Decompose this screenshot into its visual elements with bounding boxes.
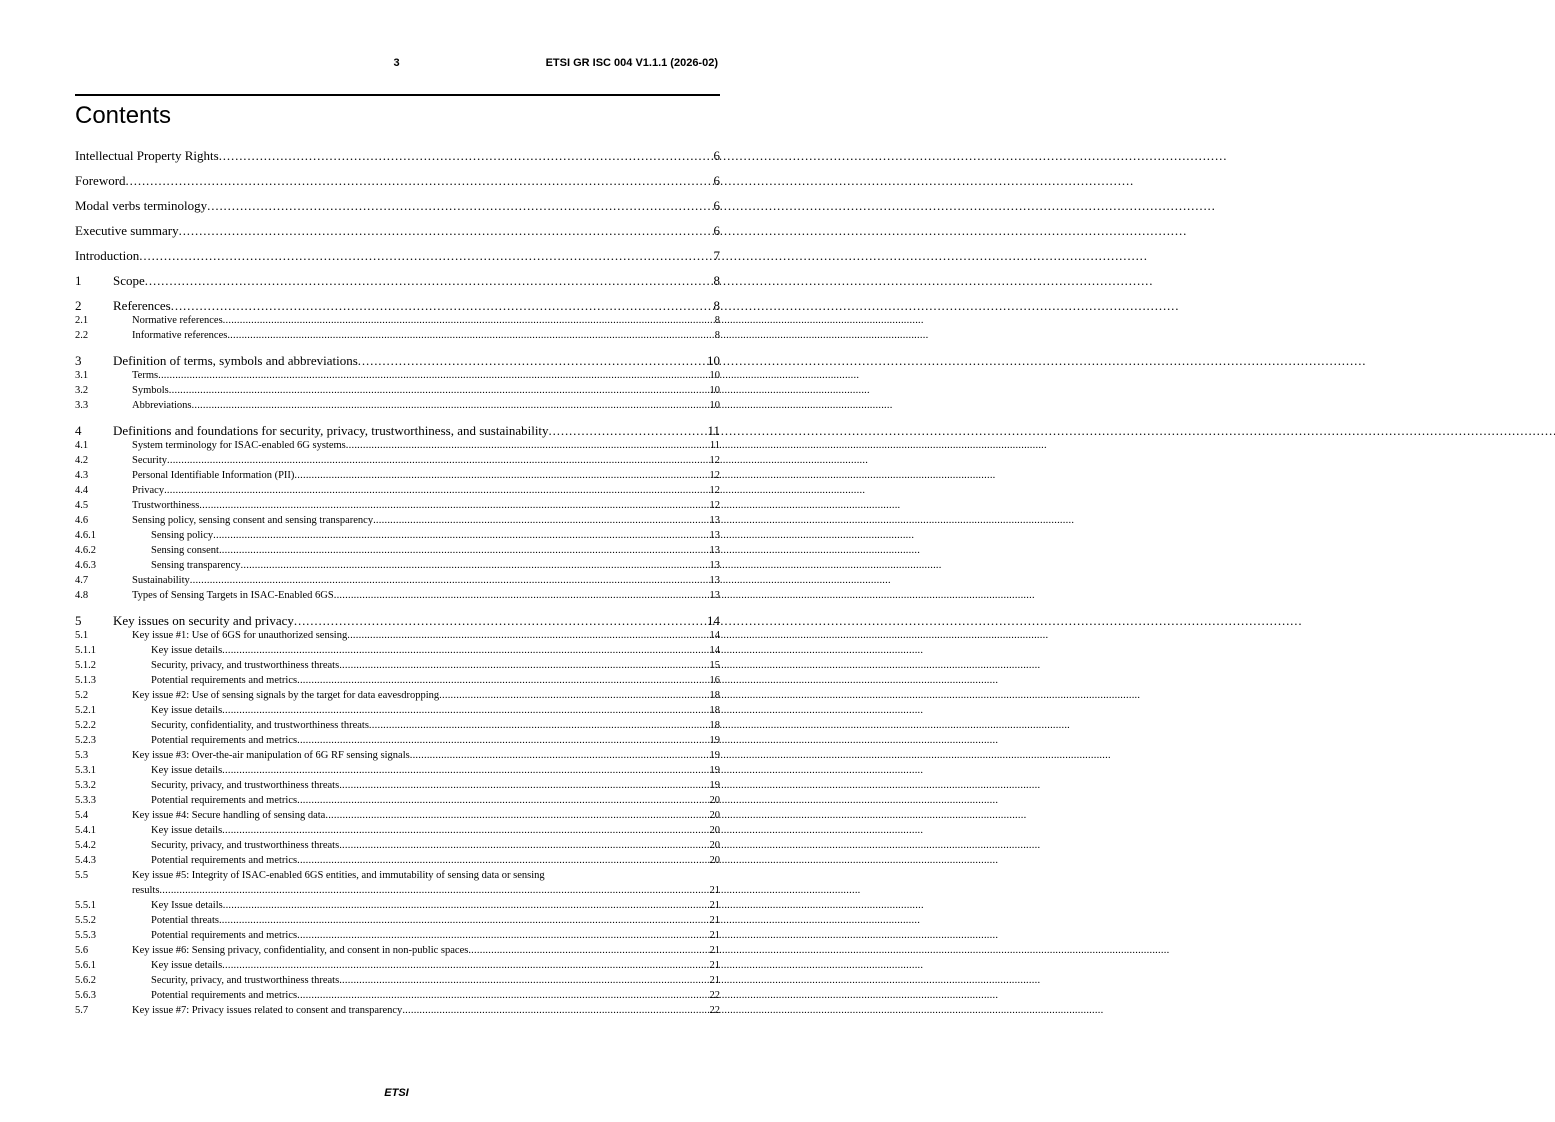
toc-entry[interactable]: [75, 763, 720, 778]
toc-entry-number: 4.6.1: [75, 530, 96, 541]
toc-entry-number: 4.2: [75, 455, 89, 466]
toc-entry[interactable]: [75, 573, 720, 588]
toc-entry-page: 10: [709, 385, 720, 396]
toc-entry-page: 20: [709, 795, 720, 806]
toc-entry-title: Key issue #5: Integrity of ISAC-enabled 6GS entities, and immutability of sensing data or sensing: [132, 870, 545, 881]
toc-entry-page: 21: [709, 975, 720, 986]
toc-entry[interactable]: [75, 973, 720, 988]
toc-entry-number: 4.6.2: [75, 545, 96, 556]
toc-leader-dots: [219, 148, 714, 163]
toc-entry-page: 20: [709, 810, 720, 821]
toc-entry-page: 13: [709, 515, 720, 526]
toc-entry-number: 5.4.2: [75, 840, 96, 851]
toc-entry-title: Types of Sensing Targets in ISAC-Enabled 6GS: [132, 590, 334, 601]
toc-entry-page: 14: [709, 630, 720, 641]
toc-entry-number: 4.6: [75, 515, 89, 526]
toc-entry[interactable]: [75, 223, 720, 238]
toc-leader-dots: [325, 808, 709, 823]
toc-entry-title: Key issues on security and privacy: [113, 613, 294, 628]
toc-entry-title-continued: results: [132, 885, 160, 896]
toc-entry-title: System terminology for ISAC-enabled 6G systems: [132, 440, 346, 451]
toc-entry[interactable]: [75, 273, 720, 288]
toc-entry-title: Sustainability: [132, 575, 190, 586]
toc-entry-page: 8: [713, 298, 720, 313]
toc-entry-number: 2.2: [75, 330, 89, 341]
toc-leader-dots: [171, 298, 714, 313]
toc-entry-number: 5.4.1: [75, 825, 96, 836]
toc-entry-title: Key issue #7: Privacy issues related to consent and transparency: [132, 1005, 403, 1016]
toc-entry-number: 5.6.3: [75, 990, 96, 1001]
toc-entry[interactable]: [75, 838, 720, 853]
toc-entry-page: 13: [709, 560, 720, 571]
toc-entry-page: 8: [714, 330, 720, 341]
toc-entry-page: 20: [709, 855, 720, 866]
toc-entry-page: 18: [709, 705, 720, 716]
toc-entry-number: 5: [75, 613, 82, 628]
toc-entry-number: 5.6.2: [75, 975, 96, 986]
toc-entry-title: Security: [132, 455, 167, 466]
toc-entry-page: 8: [713, 273, 720, 288]
toc-leader-dots: [164, 483, 709, 498]
toc-leader-dots: [294, 613, 707, 628]
toc-entry-title: Key issue details: [151, 645, 223, 656]
toc-entry-page: 14: [709, 645, 720, 656]
toc-entry-page: 21: [709, 900, 720, 911]
table-of-contents: [75, 148, 720, 1018]
toc-leader-dots: [339, 973, 709, 988]
toc-entry-number: 5.6.1: [75, 960, 96, 971]
toc-entry-title: Key Issue details: [151, 900, 223, 911]
toc-entry-title: Potential threats: [151, 915, 219, 926]
toc-entry[interactable]: [75, 1003, 720, 1018]
toc-entry-title: Terms: [132, 370, 159, 381]
toc-entry[interactable]: [75, 248, 720, 263]
toc-entry-title: Key issue details: [151, 825, 223, 836]
toc-entry-title: Security, privacy, and trustworthiness threats: [151, 660, 340, 671]
toc-entry-page: 10: [707, 353, 720, 368]
toc-entry-number: 4.6.3: [75, 560, 96, 571]
toc-entry-page: 11: [709, 440, 720, 451]
toc-entry-number: 5.4: [75, 810, 89, 821]
toc-leader-dots: [169, 383, 710, 398]
contents-title: Contents: [75, 102, 172, 129]
toc-leader-dots: [222, 763, 709, 778]
toc-entry-page: 21: [709, 915, 720, 926]
toc-entry[interactable]: [75, 943, 720, 958]
toc-entry-title: Security, privacy, and trustworthiness threats: [151, 975, 340, 986]
toc-entry[interactable]: [75, 703, 720, 718]
toc-leader-dots: [222, 703, 709, 718]
toc-entry-page: 12: [709, 455, 720, 466]
toc-entry-number: 5.2: [75, 690, 89, 701]
toc-leader-dots: [145, 273, 714, 288]
toc-entry-title: Sensing consent: [151, 545, 219, 556]
toc-leader-dots: [402, 1003, 709, 1018]
toc-leader-dots: [297, 733, 709, 748]
toc-entry-title: Key issue details: [151, 765, 223, 776]
toc-entry-number: 5.1: [75, 630, 89, 641]
toc-entry-number: 3: [75, 353, 82, 368]
toc-entry-page: 14: [707, 613, 720, 628]
toc-entry-page: 18: [709, 690, 720, 701]
toc-entry-number: 5.1.2: [75, 660, 96, 671]
toc-entry[interactable]: [75, 483, 720, 498]
toc-entry-number: 4.5: [75, 500, 89, 511]
toc-entry-page: 6: [713, 148, 720, 163]
toc-entry[interactable]: [75, 628, 720, 643]
toc-entry-page: 6: [713, 173, 720, 188]
toc-entry-title: Modal verbs terminology: [75, 198, 208, 213]
toc-entry[interactable]: [75, 988, 720, 1003]
toc-entry-number: 5.5.2: [75, 915, 96, 926]
toc-entry-title: Security, confidentiality, and trustworthiness threats: [151, 720, 369, 731]
toc-entry-page: 6: [713, 198, 720, 213]
toc-leader-dots: [207, 198, 713, 213]
toc-entry-page: 13: [709, 545, 720, 556]
toc-entry-number: 4.7: [75, 575, 89, 586]
toc-entry[interactable]: [75, 898, 720, 913]
toc-leader-dots: [346, 438, 710, 453]
toc-leader-dots: [159, 883, 709, 898]
toc-entry[interactable]: [75, 498, 720, 513]
toc-leader-dots: [167, 453, 710, 468]
footer-etsi: ETSI: [384, 1087, 409, 1099]
toc-entry-number: 3.3: [75, 400, 89, 411]
toc-entry-title: Sensing policy, sensing consent and sensing transparency: [132, 515, 374, 526]
toc-entry[interactable]: [75, 198, 720, 213]
toc-entry-page: 21: [709, 960, 720, 971]
toc-leader-dots: [297, 673, 709, 688]
toc-entry[interactable]: [75, 328, 720, 343]
toc-entry-title: Definitions and foundations for security, privacy, trustworthiness, and sustainability: [113, 423, 549, 438]
toc-entry-number: 5.2.3: [75, 735, 96, 746]
header-rule: [75, 94, 720, 96]
toc-entry[interactable]: [75, 958, 720, 973]
toc-leader-dots: [373, 513, 709, 528]
toc-entry-title: Privacy: [132, 485, 165, 496]
toc-entry-title: Normative references: [132, 315, 223, 326]
toc-entry-title: Key issue #2: Use of sensing signals by the target for data eavesdropping: [132, 690, 440, 701]
toc-leader-dots: [219, 543, 710, 558]
toc-entry-page: 22: [709, 990, 720, 1001]
toc-entry-title: Potential requirements and metrics: [151, 795, 298, 806]
page-number: 3: [393, 57, 400, 69]
toc-entry-title: Personal Identifiable Information (PII): [132, 470, 295, 481]
toc-entry-title: Informative references: [132, 330, 228, 341]
toc-entry-page: 12: [709, 470, 720, 481]
toc-entry-title: Security, privacy, and trustworthiness threats: [151, 840, 340, 851]
toc-entry[interactable]: [75, 613, 720, 628]
toc-entry-title: Security, privacy, and trustworthiness threats: [151, 780, 340, 791]
toc-leader-dots: [222, 823, 709, 838]
toc-entry-number: 4.8: [75, 590, 89, 601]
toc-entry[interactable]: [75, 853, 720, 868]
toc-entry-title: Abbreviations: [132, 400, 192, 411]
toc-entry[interactable]: [75, 453, 720, 468]
toc-entry[interactable]: [75, 793, 720, 808]
toc-entry[interactable]: [75, 718, 720, 733]
toc-leader-dots: [222, 643, 709, 658]
toc-entry[interactable]: [75, 423, 720, 438]
toc-entry-number: 5.5: [75, 870, 89, 881]
toc-leader-dots: [126, 173, 714, 188]
toc-entry-title: Potential requirements and metrics: [151, 990, 298, 1001]
toc-entry-number: 5.7: [75, 1005, 89, 1016]
toc-leader-dots: [339, 838, 709, 853]
toc-leader-dots: [199, 498, 709, 513]
toc-entry-number: 1: [75, 273, 82, 288]
toc-entry-page: 13: [709, 575, 720, 586]
toc-entry-page: 10: [709, 400, 720, 411]
toc-leader-dots: [347, 628, 709, 643]
toc-leader-dots: [223, 898, 710, 913]
toc-entry[interactable]: [75, 468, 720, 483]
toc-entry-number: 5.6: [75, 945, 89, 956]
toc-entry-title: Potential requirements and metrics: [151, 735, 298, 746]
toc-leader-dots: [358, 353, 707, 368]
toc-entry-title: Key issue details: [151, 705, 223, 716]
toc-entry-title: Foreword: [75, 173, 126, 188]
toc-entry-title: Sensing policy: [151, 530, 214, 541]
toc-entry-number: 5.2.2: [75, 720, 96, 731]
toc-entry-page: 12: [709, 500, 720, 511]
toc-leader-dots: [549, 423, 708, 438]
toc-entry[interactable]: [75, 658, 720, 673]
toc-entry-page: 21: [709, 930, 720, 941]
toc-entry-title: Key issue #3: Over-the-air manipulation of 6G RF sensing signals: [132, 750, 410, 761]
document-identifier: ETSI GR ISC 004 V1.1.1 (2026-02): [545, 57, 718, 69]
toc-entry-title: References: [113, 298, 171, 313]
toc-entry-number: 5.3.1: [75, 765, 96, 776]
toc-leader-dots: [190, 573, 710, 588]
toc-entry-title: Sensing transparency: [151, 560, 241, 571]
toc-leader-dots: [222, 958, 709, 973]
toc-leader-dots: [227, 328, 714, 343]
toc-entry-number: 3.2: [75, 385, 89, 396]
toc-entry-title: Executive summary: [75, 223, 179, 238]
toc-entry-page: 19: [709, 750, 720, 761]
toc-entry-number: 5.3: [75, 750, 89, 761]
toc-entry-number: 5.2.1: [75, 705, 96, 716]
toc-entry-title: Trustworthiness: [132, 500, 200, 511]
toc-entry-page: 16: [709, 675, 720, 686]
toc-entry-page: 8: [714, 315, 720, 326]
toc-entry[interactable]: [75, 398, 720, 413]
toc-entry-title: Potential requirements and metrics: [151, 930, 298, 941]
toc-entry-page: 21: [709, 945, 720, 956]
toc-leader-dots: [369, 718, 710, 733]
toc-entry[interactable]: [75, 928, 720, 943]
toc-entry[interactable]: [75, 778, 720, 793]
toc-entry-page: 6: [713, 223, 720, 238]
toc-entry-title: Intellectual Property Rights: [75, 148, 219, 163]
toc-entry-page: 12: [709, 485, 720, 496]
toc-entry-page: 20: [709, 840, 720, 851]
toc-entry[interactable]: [75, 528, 720, 543]
toc-leader-dots: [241, 558, 710, 573]
toc-entry-page: 13: [709, 590, 720, 601]
toc-entry[interactable]: [75, 438, 720, 453]
toc-entry-page: 10: [709, 370, 720, 381]
toc-entry-title: Key issue #1: Use of 6GS for unauthorized sensing: [132, 630, 348, 641]
toc-leader-dots: [297, 793, 709, 808]
toc-entry-title: Definition of terms, symbols and abbreviations: [113, 353, 358, 368]
toc-leader-dots: [297, 988, 709, 1003]
toc-entry-title: Key issue #6: Sensing privacy, confidentiality, and consent in non-public spaces: [132, 945, 469, 956]
toc-entry-page: 7: [713, 248, 720, 263]
toc-entry[interactable]: [75, 298, 720, 313]
toc-entry[interactable]: [75, 368, 720, 383]
toc-entry-number: 2.1: [75, 315, 89, 326]
toc-leader-dots: [339, 778, 709, 793]
toc-entry-page: 19: [709, 735, 720, 746]
toc-leader-dots: [439, 688, 709, 703]
toc-entry[interactable]: [75, 543, 720, 558]
toc-entry[interactable]: [75, 868, 720, 898]
toc-entry[interactable]: [75, 353, 720, 368]
toc-entry-number: 4.4: [75, 485, 89, 496]
toc-entry-title: Symbols: [132, 385, 169, 396]
toc-entry-page: 18: [709, 720, 720, 731]
toc-leader-dots: [339, 658, 709, 673]
toc-entry-title: Potential requirements and metrics: [151, 855, 298, 866]
toc-entry-title: Introduction: [75, 248, 140, 263]
toc-entry-page: 22: [709, 1005, 720, 1016]
toc-entry[interactable]: [75, 313, 720, 328]
toc-entry-page: 20: [709, 825, 720, 836]
toc-entry-page: 13: [709, 530, 720, 541]
toc-entry[interactable]: [75, 588, 720, 603]
toc-entry-number: 3.1: [75, 370, 89, 381]
toc-entry[interactable]: [75, 733, 720, 748]
toc-entry[interactable]: [75, 558, 720, 573]
toc-entry-title: Key issue details: [151, 960, 223, 971]
toc-leader-dots: [158, 368, 709, 383]
toc-entry-title: Key issue #4: Secure handling of sensing data: [132, 810, 326, 821]
toc-leader-dots: [297, 853, 709, 868]
toc-entry-number: 5.5.1: [75, 900, 96, 911]
toc-entry-number: 5.3.2: [75, 780, 96, 791]
toc-entry-number: 4.3: [75, 470, 89, 481]
toc-entry-number: 5.4.3: [75, 855, 96, 866]
toc-entry-page: 15: [709, 660, 720, 671]
toc-entry-page: 19: [709, 780, 720, 791]
toc-leader-dots: [139, 248, 713, 263]
toc-entry-number: 2: [75, 298, 82, 313]
toc-entry[interactable]: [75, 148, 720, 163]
toc-entry-number: 5.1.1: [75, 645, 96, 656]
toc-entry[interactable]: [75, 823, 720, 838]
toc-leader-dots: [294, 468, 709, 483]
toc-entry[interactable]: [75, 383, 720, 398]
toc-entry-title: Potential requirements and metrics: [151, 675, 298, 686]
toc-entry-page: 21: [709, 885, 720, 896]
toc-entry-page: 19: [709, 765, 720, 776]
toc-leader-dots: [334, 588, 710, 603]
toc-entry[interactable]: [75, 748, 720, 763]
toc-entry[interactable]: [75, 173, 720, 188]
toc-leader-dots: [297, 928, 709, 943]
toc-leader-dots: [192, 398, 710, 413]
toc-entry-number: 5.1.3: [75, 675, 96, 686]
toc-leader-dots: [213, 528, 709, 543]
toc-entry-page: 11: [707, 423, 720, 438]
toc-entry-number: 4.1: [75, 440, 89, 451]
toc-entry[interactable]: [75, 913, 720, 928]
toc-entry[interactable]: [75, 688, 720, 703]
toc-leader-dots: [468, 943, 709, 958]
toc-leader-dots: [223, 313, 715, 328]
toc-entry[interactable]: [75, 673, 720, 688]
toc-leader-dots: [219, 913, 710, 928]
toc-entry-number: 5.5.3: [75, 930, 96, 941]
toc-entry-title: Scope: [113, 273, 145, 288]
toc-leader-dots: [410, 748, 710, 763]
toc-entry-number: 5.3.3: [75, 795, 96, 806]
toc-entry[interactable]: [75, 643, 720, 658]
toc-entry[interactable]: [75, 513, 720, 528]
toc-leader-dots: [179, 223, 714, 238]
toc-entry-number: 4: [75, 423, 82, 438]
toc-entry[interactable]: [75, 808, 720, 823]
